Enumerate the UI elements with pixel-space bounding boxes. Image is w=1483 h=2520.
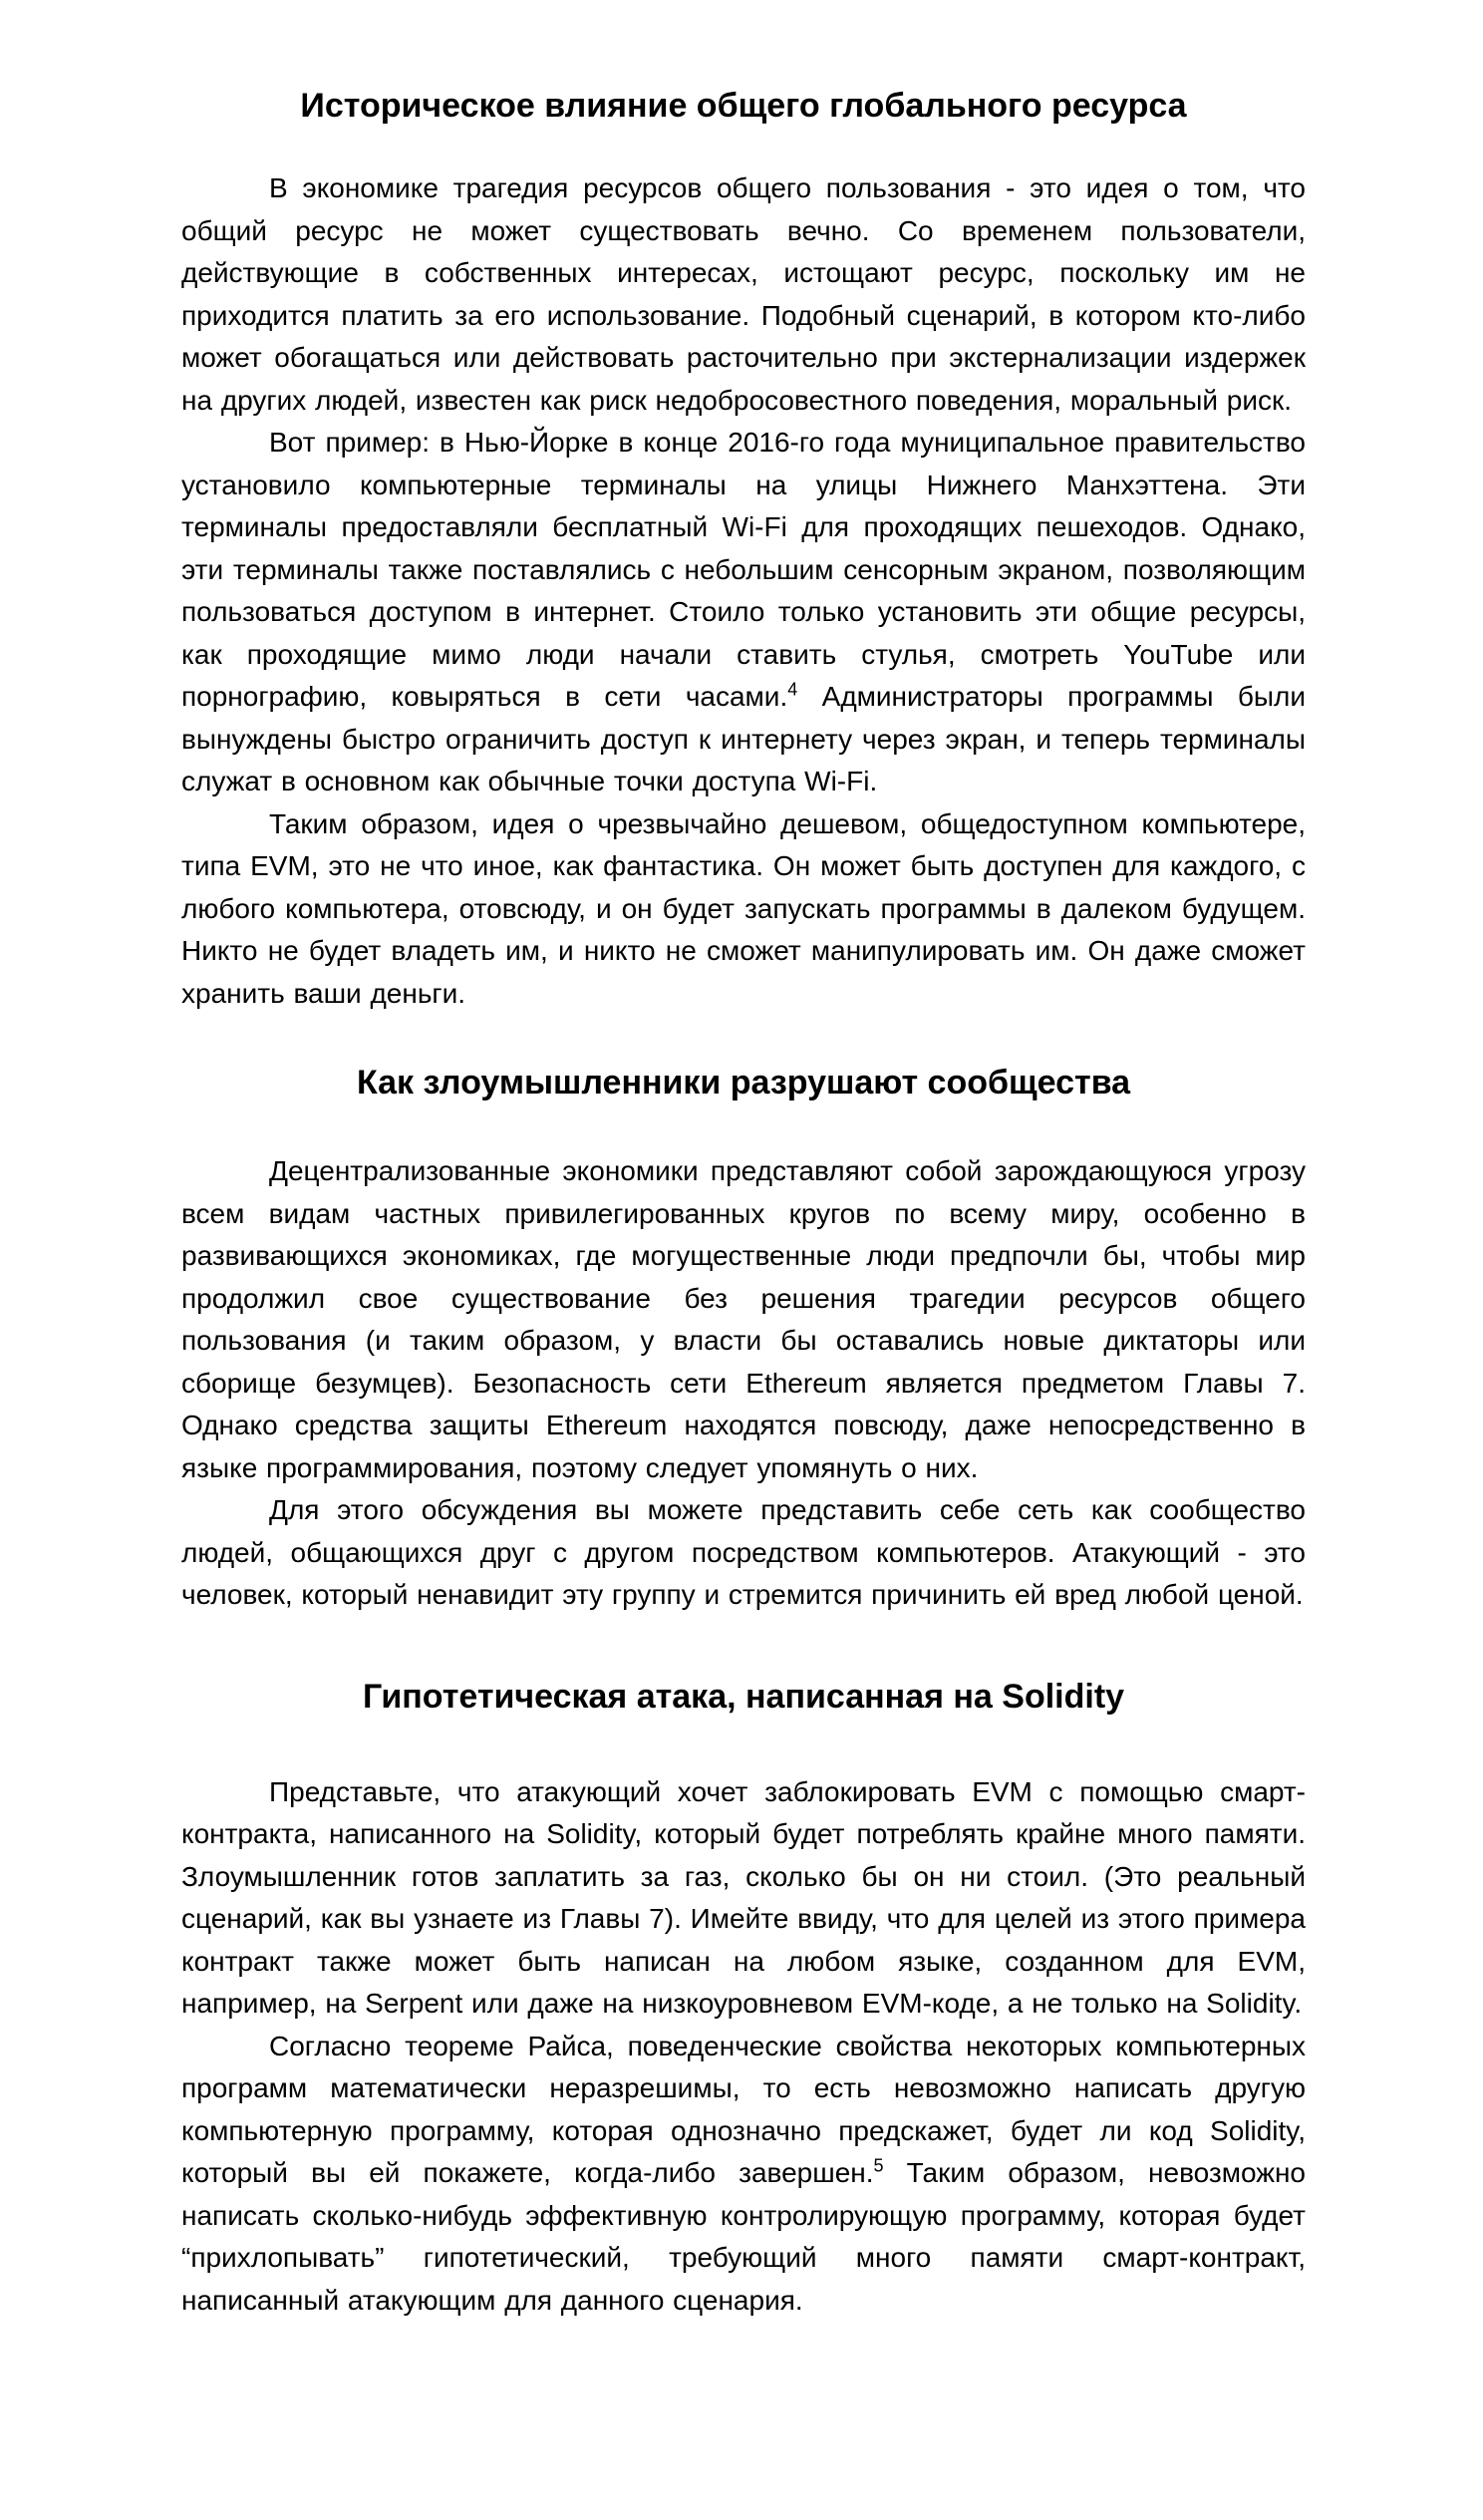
- paragraph-text: В экономике трагедия ресурсов общего пользования - это идея о том, что общий ресурс не может существовать вечно. Со временем пользователи, действующие в собственных интересах, истощают ресурс, поскольку им не приходится платить за его использование. Подобный сценарий, в котором кто-либо может обогащаться или действовать расточительно при экстернализации издержек на других людей, известен как риск недобросовестного поведения, моральный риск.: [181, 172, 1306, 416]
- section-hypothetical-solidity-attack: [181, 1677, 1306, 2323]
- paragraph-text: Для этого обсуждения вы можете представить себе сеть как сообщество людей, общающихся друг с другом посредством компьютеров. Атакующий - это человек, который ненавидит эту группу и стремится причинить ей вред любой ценой.: [181, 1494, 1306, 1610]
- paragraph-memory-hungry-contract: [181, 1771, 1306, 2026]
- footnote-ref-4: 4: [787, 679, 798, 700]
- paragraph-text: Таким образом, идея о чрезвычайно дешевом, общедоступном компьютере, типа EVM, это не что иное, как фантастика. Он может быть доступен для каждого, с любого компьютера, отовсюду, и он будет запускать программы в далеком будущем. Никто не будет владеть им, и никто не сможет манипулировать им. Он даже сможет хранить ваши деньги.: [181, 807, 1306, 1009]
- paragraph-text: Согласно теореме Райса, поведенческие свойства некоторых компьютерных программ математически неразрешимы, то есть невозможно написать другую компьютерную программу, которая однозначно предскажет, будет ли код Solidity, который вы ей покажете, когда-либо завершен.: [181, 2030, 1306, 2188]
- footnote-ref-5: 5: [873, 2155, 884, 2176]
- section-heading-hypothetical-solidity-attack: Гипотетическая атака, написанная на Solidity: [362, 1677, 1125, 1716]
- paragraph-rice-theorem: [181, 2026, 1306, 2323]
- paragraph-text: Таким образом, невозможно написать сколько-нибудь эффективную контролирующую программу, которая будет “прихлопывать” гипотетический, требующий много памяти смарт-контракт, написанный атакующим для данного сценария.: [181, 2157, 1306, 2316]
- paragraph-tragedy-of-commons: [181, 167, 1306, 422]
- section-historical-impact: [181, 86, 1306, 1015]
- section-attackers-destroy-communities: [181, 1063, 1306, 1617]
- section-heading-attackers-destroy-communities: Как злоумышленники разрушают сообщества: [356, 1064, 1131, 1102]
- paragraph-attacker-definition: [181, 1489, 1306, 1617]
- paragraph-text: Децентрализованные экономики представляют собой зарождающуюся угрозу всем видам частных привилегированных кругов по всему миру, особенно в развивающихся экономиках, где могущественные люди предпочли бы, чтобы мир продолжил свое существование без решения трагедии ресурсов общего пользования (и таким образом, у власти бы оставались новые диктаторы или сборище безумцев). Безопасность сети Ethereum является предметом Главы 7. Однако средства защиты Ethereum находятся повсюду, даже непосредственно в языке программирования, поэтому следует упомянуть о них.: [181, 1155, 1306, 1483]
- paragraph-evm-fantastic: [181, 803, 1306, 1016]
- paragraph-text: Администраторы программы были вынуждены быстро ограничить доступ к интернету через экран, и теперь терминалы служат в основном как обычные точки доступа Wi-Fi.: [181, 681, 1306, 796]
- paragraph-decentralized-economies: [181, 1150, 1306, 1489]
- paragraph-text: Вот пример: в Нью-Йорке в конце 2016-го года муниципальное правительство установило компьютерные терминалы на улицы Нижнего Манхэттена. Эти терминалы предоставляли бесплатный Wi-Fi для проходящих пешеходов. Однако, эти терминалы также поставлялись с небольшим сенсорным экраном, позволяющим пользоваться доступом в интернет. Стоило только установить эти общие ресурсы, как проходящие мимо люди начали ставить стулья, смотреть YouTube или порнографию, ковыряться в сети часами.: [181, 427, 1306, 712]
- paragraph-text: Представьте, что атакующий хочет заблокировать EVM с помощью смарт-контракта, написанного на Solidity, который будет потреблять крайне много памяти. Злоумышленник готов заплатить за газ, сколько бы он ни стоил. (Это реальный сценарий, как вы узнаете из Главы 7). Имейте ввиду, что для целей из этого примера контракт также может быть написан на любом языке, созданном для EVM, например, на Serpent или даже на низкоуровневом EVM-коде, а не только на Solidity.: [181, 1775, 1306, 2019]
- section-heading-historical-impact: Историческое влияние общего глобального ресурса: [300, 87, 1187, 125]
- paragraph-nyc-terminals: [181, 422, 1306, 803]
